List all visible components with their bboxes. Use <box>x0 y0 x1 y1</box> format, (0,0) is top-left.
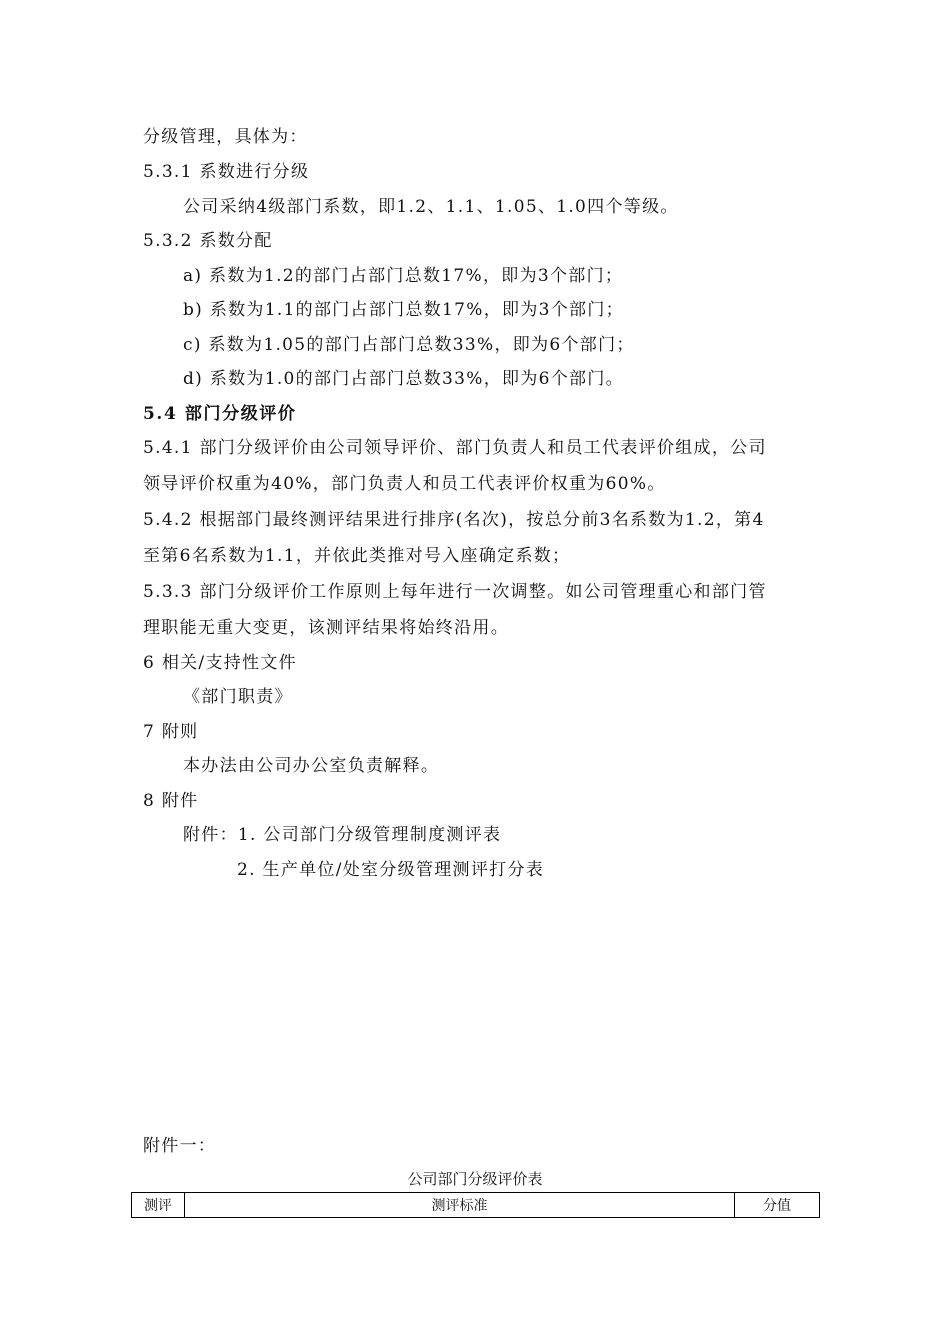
section-heading-6: 6 相关/支持性文件 <box>143 653 297 673</box>
text-line: 公司采纳4级部门系数，即1.2、1.1、1.05、1.0四个等级。 <box>183 197 679 217</box>
list-item: b) 系数为1.1的部门占部门总数17%，即为3个部门； <box>183 300 624 320</box>
list-item: d) 系数为1.0的部门占部门总数33%，即为6个部门。 <box>183 369 624 389</box>
header-cell-score: 分值 <box>735 1193 820 1218</box>
header-cell-criteria: 测评标准 <box>185 1193 735 1218</box>
section-heading-5-3-1: 5.3.1 系数进行分级 <box>143 162 310 182</box>
text-line: 领导评价权重为40%，部门负责人和员工代表评价权重为60%。 <box>143 474 666 494</box>
header-cell-category: 测评 <box>132 1193 185 1218</box>
table-header-row <box>132 1193 820 1218</box>
list-item: c) 系数为1.05的部门占部门总数33%，即为6个部门； <box>183 335 635 355</box>
evaluation-table <box>131 1192 820 1218</box>
table-caption: 公司部门分级评价表 <box>407 1170 543 1188</box>
appendix-label: 附件一： <box>143 1136 217 1156</box>
attachment-item: 附件：1. 公司部门分级管理制度测评表 <box>183 825 502 845</box>
text-line: 理职能无重大变更，该测评结果将始终沿用。 <box>143 618 509 638</box>
text-line: 至第6名系数为1.1，并依此类推对号入座确定系数； <box>143 546 571 566</box>
text-line: 本办法由公司办公室负责解释。 <box>183 756 440 776</box>
section-heading-7: 7 附则 <box>143 722 199 742</box>
section-heading-5-3-2: 5.3.2 系数分配 <box>143 231 273 251</box>
section-heading-5-4: 5.4 部门分级评价 <box>143 404 297 424</box>
section-heading-8: 8 附件 <box>143 791 199 811</box>
text-line: 5.4.1 部门分级评价由公司领导评价、部门负责人和员工代表评价组成，公司 <box>143 438 767 458</box>
list-item: a) 系数为1.2的部门占部门总数17%，即为3个部门； <box>183 266 624 286</box>
text-line: 分级管理，具体为： <box>143 127 308 147</box>
text-line: 《部门职责》 <box>183 687 293 707</box>
text-line: 5.4.2 根据部门最终测评结果进行排序(名次)，按总分前3名系数为1.2，第4 <box>143 510 765 530</box>
text-line: 5.3.3 部门分级评价工作原则上每年进行一次调整。如公司管理重心和部门管 <box>143 582 767 602</box>
attachment-item: 2. 生产单位/处室分级管理测评打分表 <box>237 860 545 880</box>
